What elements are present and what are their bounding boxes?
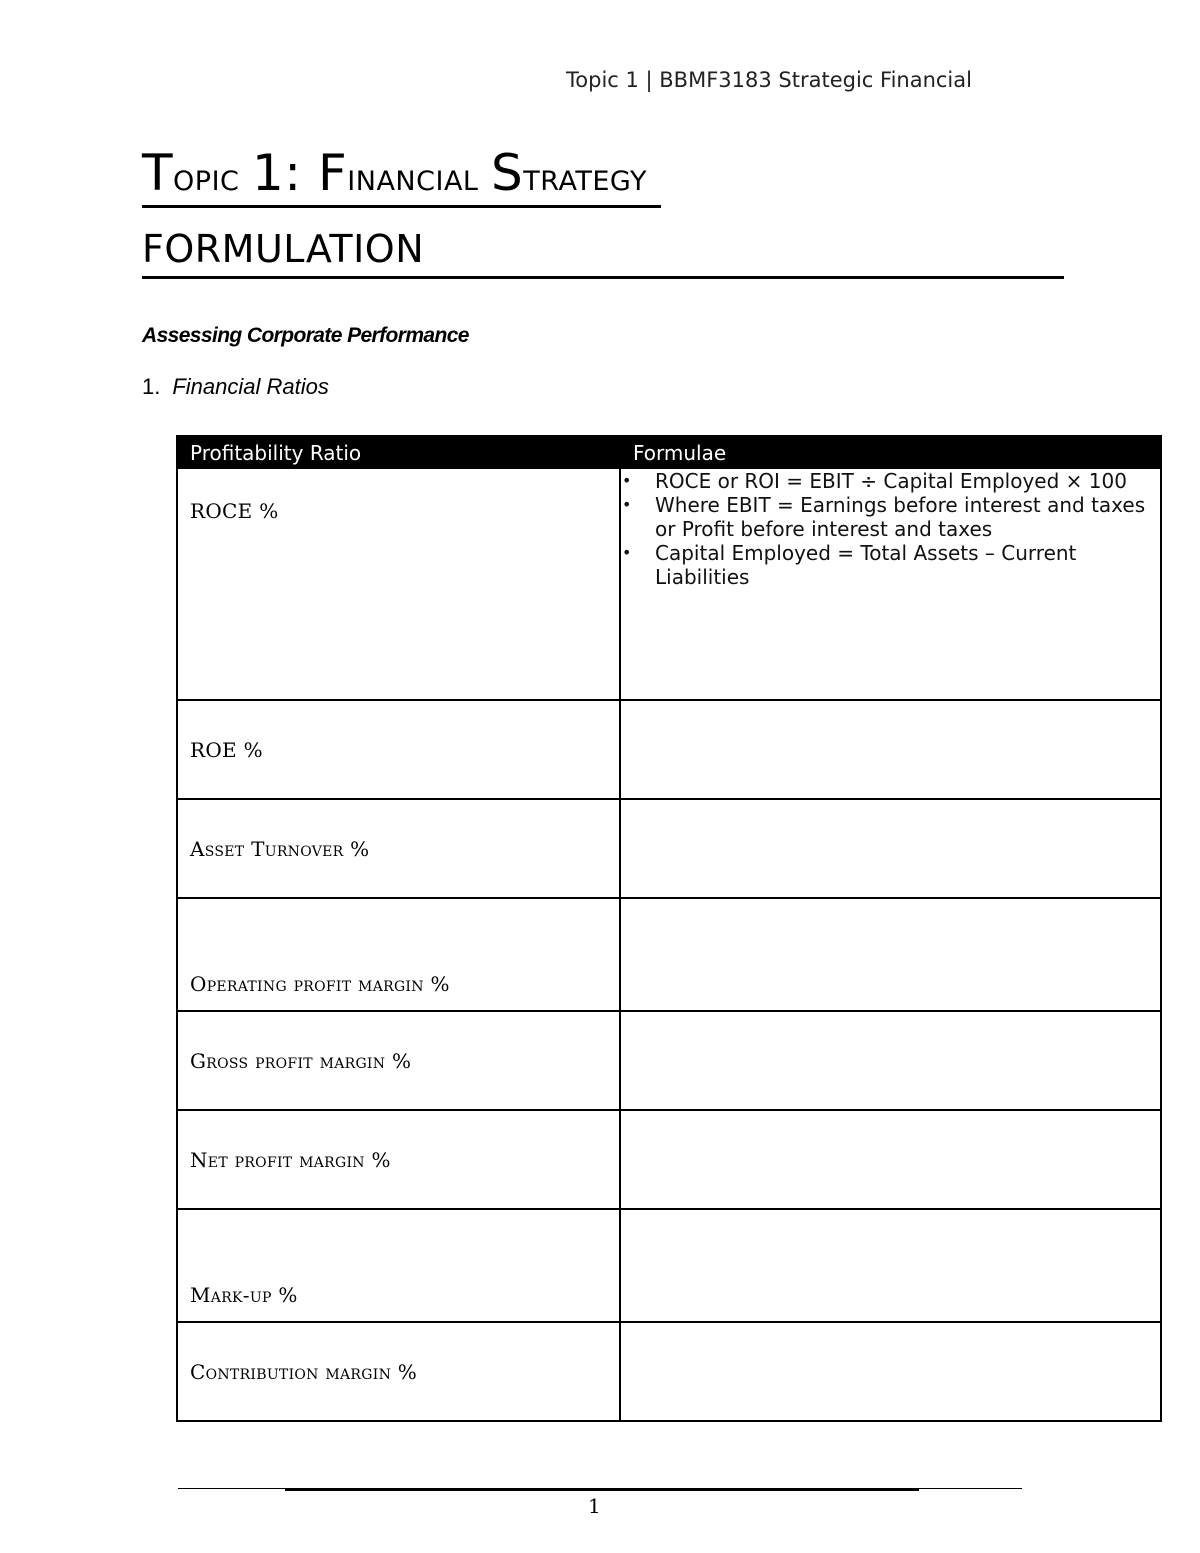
- formula-text: Where EBIT = Earnings before interest and taxes or Profit before interest and taxes: [655, 493, 1146, 541]
- formula-text: Capital Employed = Total Assets – Current Liabilities: [655, 541, 1077, 589]
- page-number: 1: [588, 1494, 601, 1518]
- table-header-row: [177, 436, 1161, 468]
- item-number: 1.: [142, 374, 161, 399]
- title-fragment: S: [491, 144, 524, 202]
- title-fragment: : F: [284, 144, 348, 202]
- title-fragment: opic: [173, 155, 252, 199]
- ratios-table: [176, 435, 1162, 1422]
- ratio-label: Net profit margin %: [177, 1110, 620, 1209]
- item-text: Financial Ratios: [172, 374, 329, 399]
- ratio-label: Operating profit margin %: [177, 898, 620, 1011]
- ratio-label: Contribution margin %: [177, 1322, 620, 1421]
- table-row: [177, 898, 1161, 1011]
- formula-cell: [620, 1209, 1161, 1322]
- page-title: [142, 142, 1064, 279]
- title-fragment: trategy: [523, 155, 647, 199]
- bullet-icon: •: [622, 495, 632, 514]
- title-line-2: FORMULATION: [142, 222, 1064, 279]
- numbered-heading: [142, 374, 329, 400]
- bullet-icon: •: [622, 543, 632, 562]
- formula-cell: [620, 700, 1161, 799]
- title-fragment: T: [142, 144, 174, 202]
- table-row: [177, 1110, 1161, 1209]
- formula-cell: [620, 468, 1161, 700]
- table-row: [177, 799, 1161, 898]
- formula-cell: [620, 1011, 1161, 1110]
- bullet-icon: •: [622, 471, 632, 490]
- running-header: Topic 1 | BBMF3183 Strategic Financial: [566, 68, 972, 92]
- formula-cell: [620, 898, 1161, 1011]
- formula-cell: [620, 1322, 1161, 1421]
- table-row: [177, 468, 1161, 700]
- formula-cell: [620, 1110, 1161, 1209]
- title-line-1: [142, 145, 661, 208]
- column-header-ratio: Profitability Ratio: [177, 436, 620, 468]
- section-heading: Assessing Corporate Performance: [142, 324, 469, 347]
- title-fragment: inancial: [347, 155, 492, 199]
- footer-divider-bold: [285, 1489, 919, 1491]
- formula-text: ROCE or ROI = EBIT ÷ Capital Employed × 100: [655, 469, 1127, 493]
- ratio-label: ROCE %: [177, 468, 620, 700]
- table-row: [177, 1322, 1161, 1421]
- formula-list: [621, 469, 1152, 589]
- table-row: [177, 1011, 1161, 1110]
- ratio-label: Mark-up %: [177, 1209, 620, 1322]
- formula-cell: [620, 799, 1161, 898]
- title-fragment: 1: [251, 144, 285, 202]
- ratio-label: Asset Turnover %: [177, 799, 620, 898]
- table-row: [177, 1209, 1161, 1322]
- ratio-label: ROE %: [177, 700, 620, 799]
- table-row: [177, 700, 1161, 799]
- ratio-label: Gross profit margin %: [177, 1011, 620, 1110]
- column-header-formulae: Formulae: [620, 436, 1161, 468]
- list-item: [622, 541, 1152, 589]
- list-item: [622, 493, 1152, 541]
- list-item: [622, 469, 1152, 493]
